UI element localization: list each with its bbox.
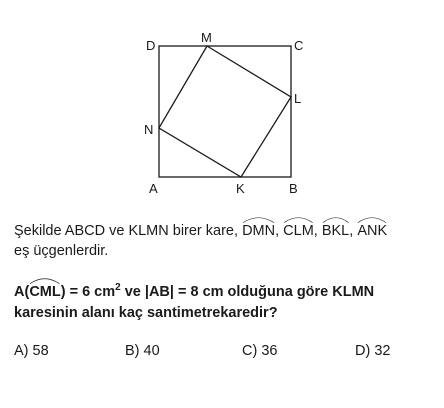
label-m: M xyxy=(201,30,212,45)
option-d[interactable]: D) 32 xyxy=(355,343,391,359)
option-a[interactable]: A) 58 xyxy=(14,343,49,359)
option-b[interactable]: B) 40 xyxy=(125,343,160,359)
problem-intro: Şekilde ABCD ve KLMN birer kare, xyxy=(14,223,243,239)
label-l: L xyxy=(294,91,302,106)
label-b: B xyxy=(289,181,298,196)
arc-mark-icon xyxy=(29,277,60,284)
triangle-dmn: DMN xyxy=(242,221,275,241)
triangle-clm: CLM xyxy=(283,221,314,241)
triangle-cml: CML xyxy=(29,282,60,303)
label-d: D xyxy=(146,38,156,53)
triangle-bkl: BKL xyxy=(322,221,349,241)
arc-mark-icon xyxy=(283,216,314,223)
problem-statement: Şekilde ABCD ve KLMN birer kare, DMN, CLM, BKL, ANK eş üçgenlerdir. xyxy=(14,221,434,261)
label-c: C xyxy=(294,38,304,53)
question-text: A( CML) = 6 $cm^2$ ve |AB| = 8 cm olduğuna göre KLMN karesinin alanı kaç santimetrekaredir? xyxy=(14,282,439,324)
label-k: K xyxy=(236,181,245,196)
label-n: N xyxy=(144,122,154,137)
option-c[interactable]: C) 36 xyxy=(242,343,278,359)
arc-mark-icon xyxy=(357,216,387,223)
question-line2: karesinin alanı kaç santimetrekaredir? xyxy=(14,305,278,321)
square-abcd xyxy=(159,46,291,177)
triangle-ank: ANK xyxy=(357,221,387,241)
arc-mark-icon xyxy=(242,216,275,223)
square-klmn xyxy=(159,46,291,177)
problem-line2: eş üçgenlerdir. xyxy=(14,243,109,259)
arc-mark-icon xyxy=(322,216,349,223)
label-a: A xyxy=(149,181,158,196)
superscript-2: 2 xyxy=(115,282,121,294)
